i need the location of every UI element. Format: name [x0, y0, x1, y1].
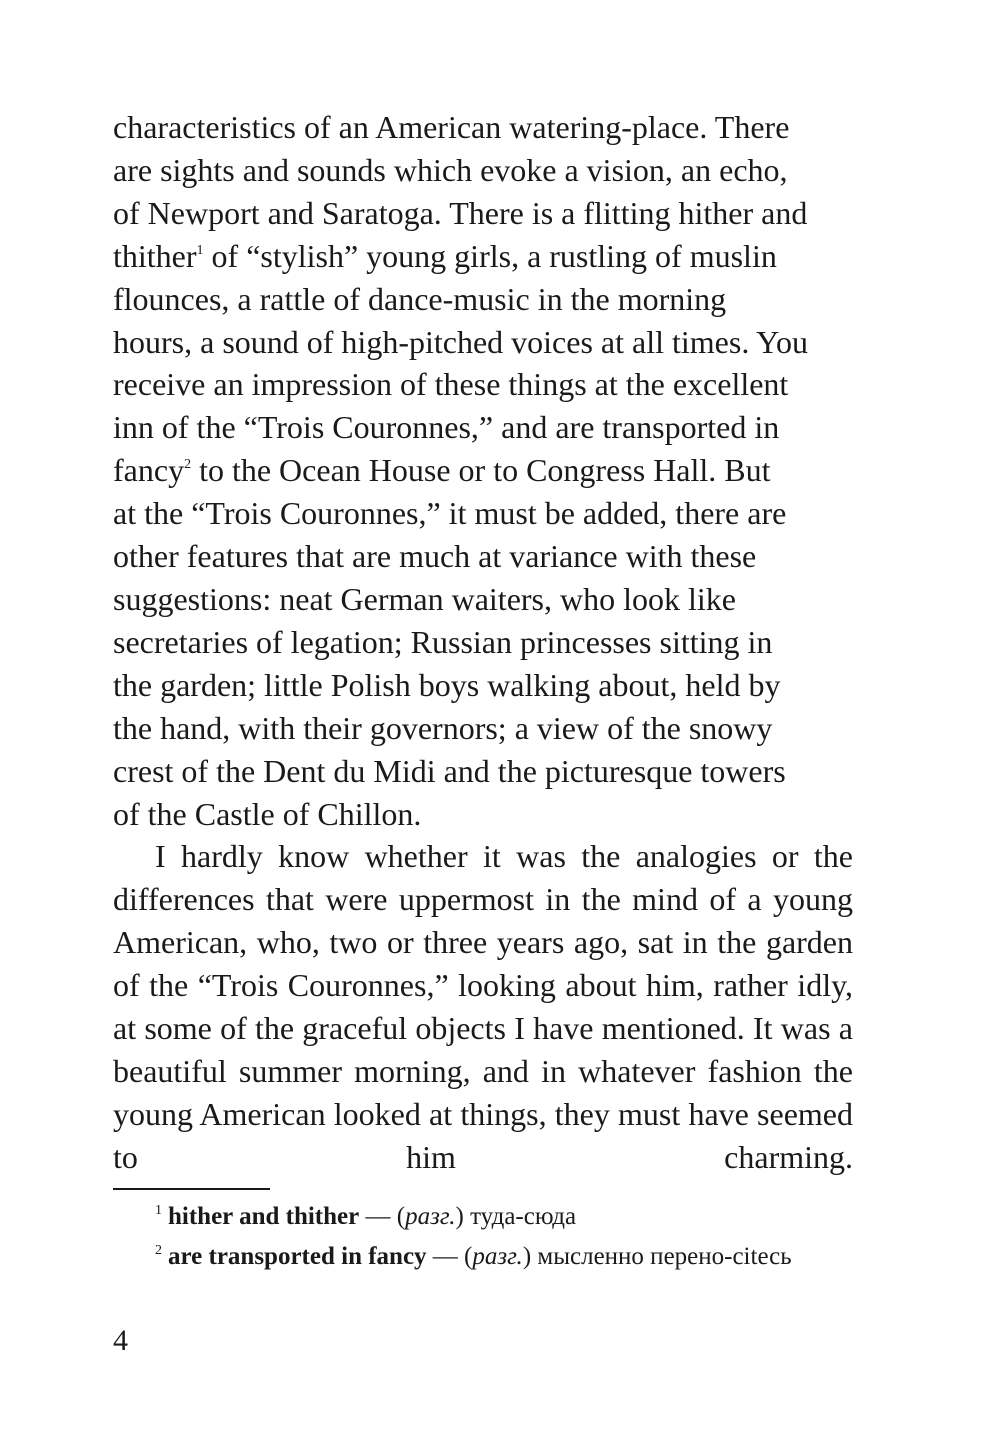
text-line: are sights and sounds which evoke a vision, an echo,: [113, 151, 788, 188]
text-line: of the Castle of Chillon.: [113, 795, 422, 832]
text-line: suggestions: neat German waiters, who look like: [113, 580, 736, 617]
footnote-1: [113, 1199, 853, 1239]
footnotes: [113, 1199, 853, 1279]
footnote-ref-2[interactable]: 2: [184, 457, 192, 473]
text-fragment: of “stylish” young girls, a rustling of muslin: [203, 237, 777, 274]
text-line: crest of the Dent du Midi and the picturesque towers: [113, 752, 786, 789]
text-line: receive an impression of these things at the excellent: [113, 366, 789, 403]
text-fragment: fancy: [113, 452, 185, 489]
footnote-mark: 1: [155, 1203, 162, 1218]
footnote-ref-1[interactable]: 1: [196, 242, 204, 258]
main-text: [113, 106, 853, 1179]
text-line: secretaries of legation; Russian princesses sitting in: [113, 623, 773, 660]
footnote-translation: туда-сюда: [463, 1203, 577, 1230]
footnote-close: ): [455, 1203, 464, 1230]
footnote-translation: мысленно перено-сitесь: [531, 1243, 792, 1270]
text-line: inn of the “Trois Couronnes,” and are transported in: [113, 409, 780, 446]
footnote-2: [113, 1239, 853, 1279]
text-line: of Newport and Saratoga. There is a flitting hither and: [113, 194, 808, 231]
page-number: 4: [113, 1324, 128, 1357]
text-line: the hand, with their governors; a view of the snowy: [113, 709, 773, 746]
text-line: [113, 235, 853, 278]
text-line: flounces, a rattle of dance-music in the morning: [113, 280, 727, 317]
paragraph-2: I hardly know whether it was the analogies or the differences that were uppermost in the mind of a young American, who, two or three years ago, sat in the garden of the “Trois Couronnes,” looking about him, rather idly, at some of the graceful objects I have mentioned. It was a beautiful summer morning, and in whatever fashion the young American looked at things, they must have seemed to him charming.: [113, 838, 853, 1175]
text-line: [113, 449, 853, 492]
text-fragment: thither: [113, 237, 197, 274]
footnote-dash: — (: [426, 1243, 473, 1270]
footnote-label: разг.: [472, 1243, 523, 1270]
footnote-label: разг.: [405, 1203, 456, 1230]
text-line: the garden; little Polish boys walking about, held by: [113, 666, 781, 703]
text-fragment: to the Ocean House or to Congress Hall. But: [191, 452, 771, 489]
text-line: hours, a sound of high-pitched voices at all times. You: [113, 323, 809, 360]
footnote-close: ): [522, 1243, 532, 1270]
footnote-divider: [113, 1188, 270, 1190]
text-line: other features that are much at variance with these: [113, 538, 757, 575]
paragraph-1: [113, 106, 853, 835]
footnote-dash: — (: [359, 1203, 406, 1230]
text-line: at the “Trois Couronnes,” it must be added, there are: [113, 495, 787, 532]
footnote-term: hither and thither: [168, 1203, 360, 1230]
footnote-term: are transported in fancy: [168, 1243, 427, 1270]
text-line: characteristics of an American watering-place. There: [113, 109, 790, 145]
footnote-mark: 2: [155, 1243, 162, 1258]
